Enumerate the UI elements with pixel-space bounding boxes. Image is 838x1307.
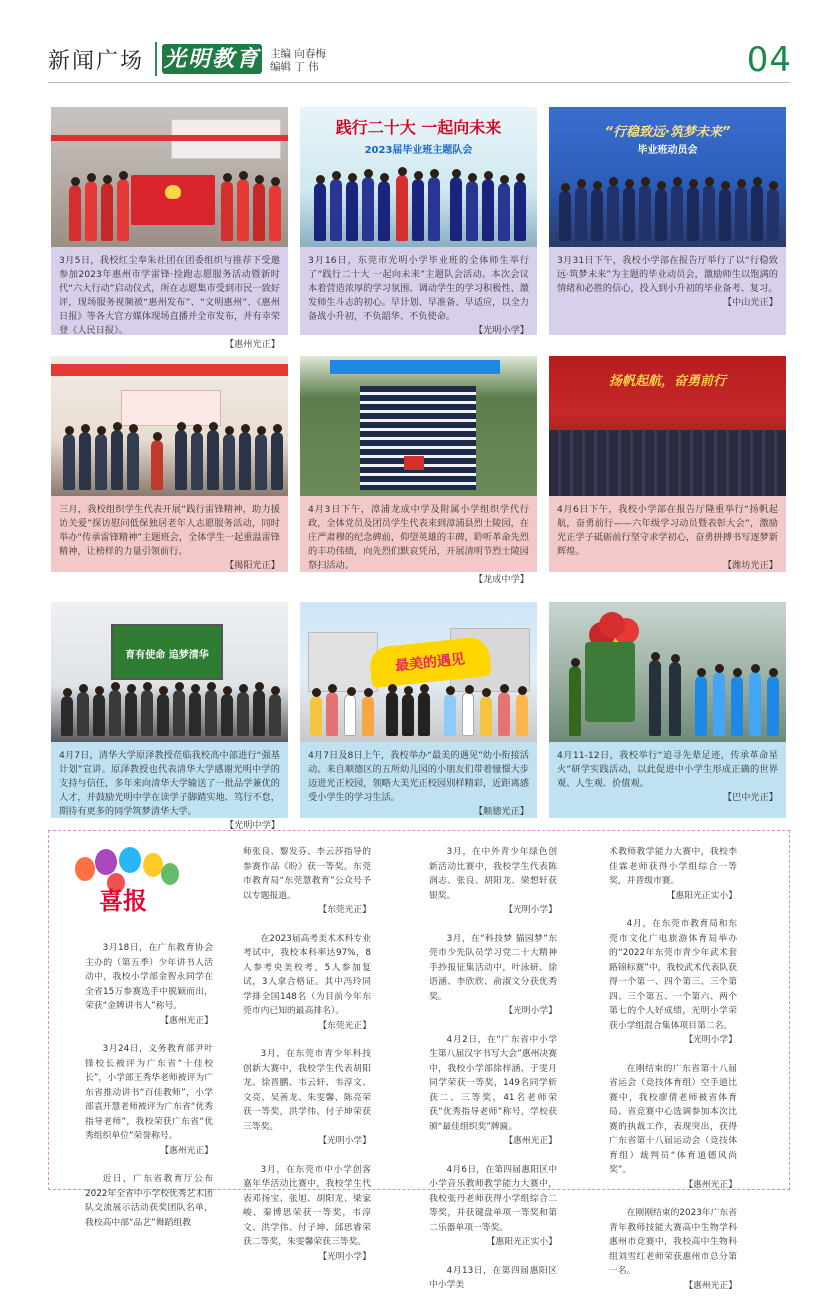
screen-title: 育有使命 追梦清华 bbox=[125, 650, 209, 661]
news-item: 术教师教学能力大赛中，我校李佳霖老师获得小学组综合一等奖，并晋级市赛。 【惠阳光正实小】 bbox=[609, 845, 737, 903]
caption-source: 【中山光正】 bbox=[722, 297, 778, 308]
person-figure bbox=[117, 179, 129, 241]
person-head bbox=[255, 682, 264, 691]
photo-banner-title: 践行二十大 一起向未来 bbox=[335, 118, 502, 137]
projection-screen bbox=[111, 624, 223, 680]
news-photo-7 bbox=[51, 602, 288, 742]
person-figure bbox=[482, 179, 494, 241]
person-figure bbox=[671, 185, 683, 241]
crowd bbox=[51, 420, 288, 496]
crowd bbox=[51, 686, 288, 742]
blue-banner bbox=[330, 360, 500, 374]
news-card-6 bbox=[549, 356, 786, 572]
person-figure bbox=[735, 187, 747, 241]
person-figure bbox=[93, 694, 105, 736]
person-head bbox=[625, 179, 634, 188]
person-figure bbox=[767, 676, 779, 736]
person-head bbox=[380, 173, 389, 182]
person-figure bbox=[344, 694, 356, 736]
person-figure bbox=[175, 430, 187, 490]
person-figure bbox=[418, 692, 430, 736]
person-head bbox=[111, 682, 120, 691]
person-figure bbox=[498, 692, 510, 736]
header-divider bbox=[155, 42, 157, 76]
person-head bbox=[500, 684, 509, 693]
news-item: 近日，广东省教育厅公布2022年全省中小学校优秀艺术团队交流展示活动获奖团队名单，我校高中部“品艺”舞蹈组教 bbox=[85, 1174, 213, 1228]
person-head bbox=[257, 426, 266, 435]
news-item-source: 【光明小学】 bbox=[504, 1006, 557, 1016]
person-head bbox=[273, 424, 282, 433]
person-head bbox=[159, 686, 168, 695]
news-item: 师张良、黎发芬、李云莎指导的参赛作品《盼》获一等奖。东莞市教育局“东莞慧教育”公众号予以专题报道。 【东莞光正】 bbox=[243, 845, 371, 918]
person-head bbox=[316, 175, 325, 184]
person-head bbox=[175, 682, 184, 691]
person-figure bbox=[669, 662, 681, 736]
person-head bbox=[225, 426, 234, 435]
person-figure bbox=[151, 440, 163, 490]
person-figure bbox=[205, 690, 217, 736]
person-head bbox=[751, 664, 760, 673]
news-photo-4 bbox=[51, 356, 288, 496]
crowd bbox=[300, 688, 537, 742]
person-head bbox=[657, 181, 666, 190]
news-caption-9 bbox=[549, 742, 786, 818]
person-head bbox=[239, 684, 248, 693]
person-head bbox=[468, 173, 477, 182]
editor-line-editor: 编辑 丁 伟 bbox=[270, 61, 319, 73]
person-head bbox=[312, 688, 321, 697]
person-head bbox=[71, 177, 80, 186]
person-head bbox=[193, 424, 202, 433]
person-figure bbox=[649, 660, 661, 736]
person-head bbox=[733, 668, 742, 677]
person-figure bbox=[639, 185, 651, 241]
person-figure bbox=[63, 434, 75, 490]
person-figure bbox=[271, 432, 283, 490]
news-item: 在刚刚结束的2023年广东省青年教师技能大赛高中生物学科惠州市竞赛中，我校高中生物科组刘雪红老师荣获惠州市总分第一名。 【惠州光正】 bbox=[609, 1206, 737, 1293]
person-head bbox=[127, 684, 136, 693]
student-rows bbox=[360, 386, 476, 490]
caption-text: 4月3日下午，漳浦龙成中学及附属小学组织学代行政，全体党员及团员学生代表来到漳浦县烈士陵园，在庄严肃穆的纪念碑前，仰望英雄的丰碑，聆听革命先烈的丰功伟绩，向先烈们默哀凭吊，开展清明节烈士陵园祭扫活动。 bbox=[308, 504, 529, 571]
person-head bbox=[651, 652, 660, 661]
news-card-3 bbox=[549, 107, 786, 335]
balloon-icon bbox=[75, 857, 95, 881]
balloon-icon bbox=[143, 853, 163, 877]
person-figure bbox=[719, 189, 731, 241]
news-item: 4月，在东莞市教育局和东莞市文化广电旅游体育局举办的“2022年东莞市青少年武术套路锦标赛”中，我校武术代表队获得一个第一、四个第三、三个第四、三个第五、一个第六、两个第七的个人好成绩，光明小学荣获小学组混合集体项目第二名。 【光明小学】 bbox=[609, 917, 737, 1048]
person-head bbox=[143, 682, 152, 691]
person-figure bbox=[695, 676, 707, 736]
caption-source: 【光明中学】 bbox=[224, 820, 280, 831]
good-news-column-2 bbox=[243, 845, 371, 1278]
news-caption-2 bbox=[300, 247, 537, 335]
news-caption-3 bbox=[549, 247, 786, 335]
person-figure bbox=[85, 181, 97, 241]
person-figure bbox=[386, 692, 398, 736]
person-head bbox=[209, 422, 218, 431]
person-head bbox=[398, 167, 407, 176]
good-news-column-3 bbox=[429, 845, 557, 1307]
person-figure bbox=[173, 690, 185, 736]
flower-wreath bbox=[599, 612, 625, 638]
person-figure bbox=[253, 183, 265, 241]
good-news-column-1 bbox=[85, 941, 213, 1244]
person-head bbox=[420, 684, 429, 693]
person-figure bbox=[330, 179, 342, 241]
person-figure bbox=[450, 177, 462, 241]
news-photo-3 bbox=[549, 107, 786, 247]
news-card-1 bbox=[51, 107, 288, 350]
header-rule bbox=[48, 82, 790, 83]
person-head bbox=[404, 686, 413, 695]
person-head bbox=[364, 688, 373, 697]
person-head bbox=[241, 424, 250, 433]
news-item: 3月，在东莞市中小学创客嘉年华活动比赛中，我校学生代表邓扬宝、张旭、胡阳龙、梁家峻、秦博思荣获一等奖，韦淳文、洪学伟、付子坤、邱思睿荣获二等奖，朱雯馨荣获三等奖。 【光明小学】 bbox=[243, 1163, 371, 1265]
person-head bbox=[571, 658, 580, 667]
good-news-title: 喜报 bbox=[99, 887, 147, 915]
person-head bbox=[332, 171, 341, 180]
person-head bbox=[65, 426, 74, 435]
person-figure bbox=[559, 191, 571, 241]
news-item-source: 【惠州光正】 bbox=[684, 1280, 737, 1291]
photo-banner-title: “行稳致远·筑梦未来” bbox=[604, 125, 731, 140]
person-head bbox=[641, 177, 650, 186]
news-photo-1 bbox=[51, 107, 288, 247]
crowd bbox=[51, 177, 288, 247]
news-item: 3月18日，在广东教育协会主办的（第五季）少年讲书人活动中，我校小学部金智永同学在全省15万参赛选手中脱颖而出，荣获“金牌讲书人”称号。 【惠州光正】 bbox=[85, 941, 213, 1028]
person-head bbox=[271, 686, 280, 695]
crowd bbox=[549, 646, 786, 742]
person-head bbox=[484, 171, 493, 180]
news-photo-5 bbox=[300, 356, 537, 496]
caption-source: 【惠州光正】 bbox=[224, 339, 280, 350]
person-figure bbox=[221, 694, 233, 736]
person-head bbox=[207, 682, 216, 691]
caption-text: 4月7日，清华大学原泽教授莅临我校高中部进行“强基计划”宣讲。原泽教授也代表清华大学感谢光明中学的支持与信任，多年来向清华大学输送了一批品学兼优的人才，并鼓励光明中学在读学子脚踏实地、笃行不怠，期待有更多的同学筑梦清华大学。 bbox=[59, 750, 280, 817]
person-figure bbox=[623, 187, 635, 241]
person-head bbox=[769, 181, 778, 190]
person-figure bbox=[253, 690, 265, 736]
person-head bbox=[388, 684, 397, 693]
crowd bbox=[300, 165, 537, 247]
caption-text: 3月16日，东莞市光明小学毕业班的全体师生举行了“践行二十大 一起向未来”主题队会活动。本次会议本着营造浓厚的学习氛围、调动学生的学习积极性、激发师生斗志的初心。早计划、早准备、早适应，以全力备战小升初，不负韶华、不负使命。 bbox=[308, 255, 529, 322]
person-figure bbox=[127, 432, 139, 490]
news-item-source: 【惠州光正】 bbox=[684, 1179, 737, 1190]
person-head bbox=[452, 169, 461, 178]
person-head bbox=[671, 654, 680, 663]
person-figure bbox=[69, 185, 81, 241]
editor-block bbox=[270, 48, 326, 74]
brand-logo: 光明教育 bbox=[163, 46, 260, 72]
good-news-column-4 bbox=[609, 845, 737, 1307]
person-figure bbox=[141, 690, 153, 736]
person-head bbox=[609, 177, 618, 186]
person-head bbox=[737, 179, 746, 188]
person-head bbox=[769, 668, 778, 677]
person-figure bbox=[269, 185, 281, 241]
person-figure bbox=[402, 694, 414, 736]
news-card-5 bbox=[300, 356, 537, 585]
news-caption-1 bbox=[51, 247, 288, 350]
person-head bbox=[593, 181, 602, 190]
caption-source: 【顺德光正】 bbox=[473, 806, 529, 817]
caption-text: 3月31日下午，我校小学部在报告厅举行了以“行稳致远·筑梦未来”为主题的毕业动员会，激励师生以饱满的情绪和必胜的信心，投入到小升初的毕业备考、复习。 bbox=[557, 255, 778, 294]
school-building bbox=[308, 632, 378, 692]
person-figure bbox=[767, 189, 779, 241]
person-figure bbox=[223, 434, 235, 490]
caption-source: 【龙成中学】 bbox=[473, 574, 529, 585]
news-item-source: 【光明小学】 bbox=[318, 1251, 371, 1262]
person-figure bbox=[111, 430, 123, 490]
section-title: 新闻广场 bbox=[48, 49, 145, 74]
news-item-source: 【光明小学】 bbox=[684, 1035, 737, 1045]
person-head bbox=[239, 171, 248, 180]
news-caption-7 bbox=[51, 742, 288, 831]
caption-text: 3月5日，我校红尘奉朱社团在团委组织与推荐下受邀参加2023年惠州市学雷锋·捡跑志愿服务活动暨新时代“六大行动”启动仪式，所在志愿集市受到市民一致好评，现场服务视频被“惠州发布”、“文明惠州”、《惠州日报》等各大官方媒体现场直播并全市发布，并有幸荣登《人民日报》。 bbox=[59, 255, 280, 336]
news-item: 4月6日，在第四届惠阳区中小学音乐教师教学能力大赛中，我校张丹老师获得小学组综合二等奖，并获键盘单项一等奖和第二乐器单项一等奖。 【惠阳光正实小】 bbox=[429, 1163, 557, 1250]
editor-line-chief: 主编 向春梅 bbox=[270, 48, 326, 60]
person-head bbox=[721, 181, 730, 190]
person-head bbox=[63, 688, 72, 697]
person-head bbox=[673, 177, 682, 186]
person-figure bbox=[514, 181, 526, 241]
news-item: 在刚结束的广东省第十八届省运会（竞技体育组）空手道比赛中，我校廖倩老师被省体育局、省竞赛中心选调参加本次比赛的执裁工作，表现突出，获得广东省第十八届运动会（竞技体育组）裁判员“体育道德风尚奖”。 【惠州光正】 bbox=[609, 1062, 737, 1193]
news-caption-5 bbox=[300, 496, 537, 585]
person-head bbox=[446, 686, 455, 695]
person-figure bbox=[109, 690, 121, 736]
news-item-source: 【惠州光正】 bbox=[160, 1015, 213, 1026]
person-figure bbox=[346, 181, 358, 241]
person-figure bbox=[703, 185, 715, 241]
person-head bbox=[705, 177, 714, 186]
news-caption-4 bbox=[51, 496, 288, 572]
person-figure bbox=[191, 432, 203, 490]
news-photo-2 bbox=[300, 107, 537, 247]
person-figure bbox=[655, 189, 667, 241]
caption-source: 【潍坊光正】 bbox=[722, 560, 778, 571]
audience bbox=[549, 430, 786, 496]
news-item-source: 【东莞光正】 bbox=[318, 1020, 371, 1031]
person-head bbox=[81, 424, 90, 433]
person-figure bbox=[326, 692, 338, 736]
red-banner bbox=[51, 364, 288, 376]
person-head bbox=[79, 684, 88, 693]
person-head bbox=[223, 686, 232, 695]
news-item: 3月，在中外青少年绿色创新活动比赛中，我校学生代表陈润志、张良、胡阳龙、梁想轩获银奖。 【光明小学】 bbox=[429, 845, 557, 918]
person-figure bbox=[77, 692, 89, 736]
caption-source: 【巴中光正】 bbox=[722, 792, 778, 803]
person-head bbox=[348, 173, 357, 182]
person-head bbox=[223, 173, 232, 182]
person-figure bbox=[314, 183, 326, 241]
good-news-section bbox=[48, 830, 790, 1291]
news-item-source: 【惠州光正】 bbox=[504, 1136, 557, 1146]
person-figure bbox=[607, 185, 619, 241]
photo-banner-subtitle: 2023届毕业班主题队会 bbox=[364, 145, 473, 156]
person-head bbox=[364, 169, 373, 178]
news-caption-6 bbox=[549, 496, 786, 572]
person-head bbox=[113, 422, 122, 431]
person-figure bbox=[378, 181, 390, 241]
news-card-8 bbox=[300, 602, 537, 818]
page-header bbox=[0, 0, 838, 90]
person-head bbox=[518, 686, 527, 695]
person-head bbox=[95, 686, 104, 695]
person-head bbox=[516, 173, 525, 182]
person-figure bbox=[189, 692, 201, 736]
person-head bbox=[177, 422, 186, 431]
news-item: 在2023届高考美术术科专业考试中，我校本科率达97%，8人参考央美校考，5人参加复试，3人拿合格证。其中冯玲同学排全国148名（为目前今年东莞市内已知的最高排名）。 【东莞光正】 bbox=[243, 932, 371, 1034]
person-figure bbox=[713, 672, 725, 736]
person-head bbox=[577, 179, 586, 188]
news-caption-8 bbox=[300, 742, 537, 818]
news-photo-6 bbox=[549, 356, 786, 496]
person-figure bbox=[221, 181, 233, 241]
person-head bbox=[430, 169, 439, 178]
news-item-source: 【光明小学】 bbox=[318, 1136, 371, 1146]
person-figure bbox=[310, 696, 322, 736]
person-head bbox=[689, 179, 698, 188]
person-head bbox=[465, 685, 474, 694]
person-figure bbox=[237, 692, 249, 736]
person-head bbox=[119, 171, 128, 180]
person-head bbox=[347, 687, 356, 696]
news-item-source: 【光明小学】 bbox=[504, 905, 557, 915]
person-head bbox=[328, 684, 337, 693]
person-figure bbox=[516, 694, 528, 736]
person-figure bbox=[95, 434, 107, 490]
photo-banner-title: 扬帆起航，奋勇前行 bbox=[608, 374, 726, 389]
person-head bbox=[753, 177, 762, 186]
photo-banner-title: 最美的遇见 bbox=[394, 651, 466, 675]
photo-banner-subtitle: 毕业班动员会 bbox=[637, 145, 698, 156]
person-figure bbox=[687, 187, 699, 241]
person-figure bbox=[575, 187, 587, 241]
caption-text: 三月，我校组织学生代表开展“践行雷锋精神，助力援访关爱”探访慰问低保独居老年人志愿服务活动，同时举办“传承雷锋精神”主题班会，全体学生一起重温雷锋精神，让榜样的力量引领前行。 bbox=[59, 504, 280, 557]
person-figure bbox=[269, 694, 281, 736]
person-figure bbox=[207, 430, 219, 490]
person-figure bbox=[462, 692, 474, 736]
caption-text: 4月11-12日，我校举行“追寻先辈足迹，传承革命星火”研学实践活动，以此促进中小学生形成正确的世界观、人生观、价值观。 bbox=[557, 750, 778, 789]
person-figure bbox=[362, 696, 374, 736]
news-photo-8 bbox=[300, 602, 537, 742]
caption-text: 4月6日下午，我校小学部在报告厅隆重举行“扬帆起航，奋勇前行——六年级学习动员暨表彰大会”，激励光正学子砥砺前行坚守求学初心，奋勇拼搏书写逐梦新辉煌。 bbox=[557, 504, 778, 557]
news-item: 4月13日，在第四届惠阳区中小学美 bbox=[429, 1265, 557, 1290]
person-figure bbox=[125, 692, 137, 736]
caption-source: 【揭阳光正】 bbox=[224, 560, 280, 571]
person-figure bbox=[239, 432, 251, 490]
news-card-4 bbox=[51, 356, 288, 572]
person-figure bbox=[444, 694, 456, 736]
person-head bbox=[153, 432, 162, 441]
person-figure bbox=[428, 177, 440, 241]
caption-source: 【光明小学】 bbox=[473, 325, 529, 336]
balloon-icon bbox=[119, 847, 141, 873]
person-figure bbox=[362, 177, 374, 241]
news-card-2 bbox=[300, 107, 537, 335]
person-figure bbox=[591, 189, 603, 241]
person-figure bbox=[237, 179, 249, 241]
news-item-source: 【东莞光正】 bbox=[318, 905, 371, 915]
person-figure bbox=[569, 666, 581, 736]
news-card-7 bbox=[51, 602, 288, 831]
crowd bbox=[549, 169, 786, 247]
person-figure bbox=[61, 696, 73, 736]
person-head bbox=[271, 177, 280, 186]
red-ribbon bbox=[51, 135, 288, 141]
person-head bbox=[561, 183, 570, 192]
news-card-9 bbox=[549, 602, 786, 818]
party-flag bbox=[404, 456, 424, 470]
person-head bbox=[414, 171, 423, 180]
person-head bbox=[697, 668, 706, 677]
balloon-icon bbox=[95, 849, 117, 875]
person-head bbox=[500, 175, 509, 184]
news-item-source: 【惠阳光正实小】 bbox=[666, 890, 737, 901]
person-figure bbox=[255, 434, 267, 490]
person-figure bbox=[101, 183, 113, 241]
news-photo-9 bbox=[549, 602, 786, 742]
person-figure bbox=[157, 694, 169, 736]
news-item: 3月，在“科技梦 猫园梦”东莞市少先队员学习党二十大精神手抄报征集活动中，叶泳研、徐语涵、李欣欣、俞淑文分获优秀奖。 【光明小学】 bbox=[429, 932, 557, 1019]
person-figure bbox=[466, 181, 478, 241]
person-head bbox=[482, 688, 491, 697]
news-item-source: 【惠阳光正实小】 bbox=[486, 1237, 557, 1247]
person-head bbox=[97, 426, 106, 435]
person-figure bbox=[749, 672, 761, 736]
person-figure bbox=[751, 185, 763, 241]
person-head bbox=[715, 664, 724, 673]
person-figure bbox=[396, 175, 408, 241]
news-item: 3月，在东莞市青少年科技创新大赛中，我校学生代表胡阳龙、徐晋鹏、韦云轩、韦淳文、文亮、吴善龙、朱雯馨、陈亮荣获一等奖，洪学伟、付子坤荣获三等奖。 【光明小学】 bbox=[243, 1047, 371, 1149]
person-head bbox=[87, 173, 96, 182]
caption-text: 4月7日及8日上午，我校举办“最美的遇见”幼小衔接活动。来自顺德区的五所幼儿园的小朋友们带着憧憬大步迈进光正校园，领略大美光正校园别样精彩，近距离感受小学生的学习生活。 bbox=[308, 750, 529, 803]
person-figure bbox=[480, 696, 492, 736]
person-head bbox=[129, 424, 138, 433]
page-number: 04 bbox=[746, 40, 792, 80]
news-item-source: 【惠州光正】 bbox=[160, 1145, 213, 1156]
person-head bbox=[255, 175, 264, 184]
news-item: 3月24日，义务教育部尹叶锋校长被评为广东省“十佳校长”，小学部王秀华老师被评为广东省推动讲书“百佳教师”，小学部袁开慧老师被评为广东省“优秀指导老师”，我校荣获广东省“优秀组织单位”荣誉称号。 【惠州光正】 bbox=[85, 1042, 213, 1158]
person-head bbox=[103, 175, 112, 184]
person-figure bbox=[412, 179, 424, 241]
person-figure bbox=[498, 183, 510, 241]
news-item: 4月2日，在“广东省中小学生第八届汉字书写大会”惠州决赛中，我校小学部徐梓涵、于雯月同学荣获一等奖，149名同学斩获二、三等奖，41名老师荣获“优秀指导老师”称号，学校获颁“最佳组织奖”牌匾。 【惠州光正】 bbox=[429, 1033, 557, 1149]
person-figure bbox=[79, 432, 91, 490]
person-head bbox=[191, 684, 200, 693]
person-figure bbox=[731, 676, 743, 736]
